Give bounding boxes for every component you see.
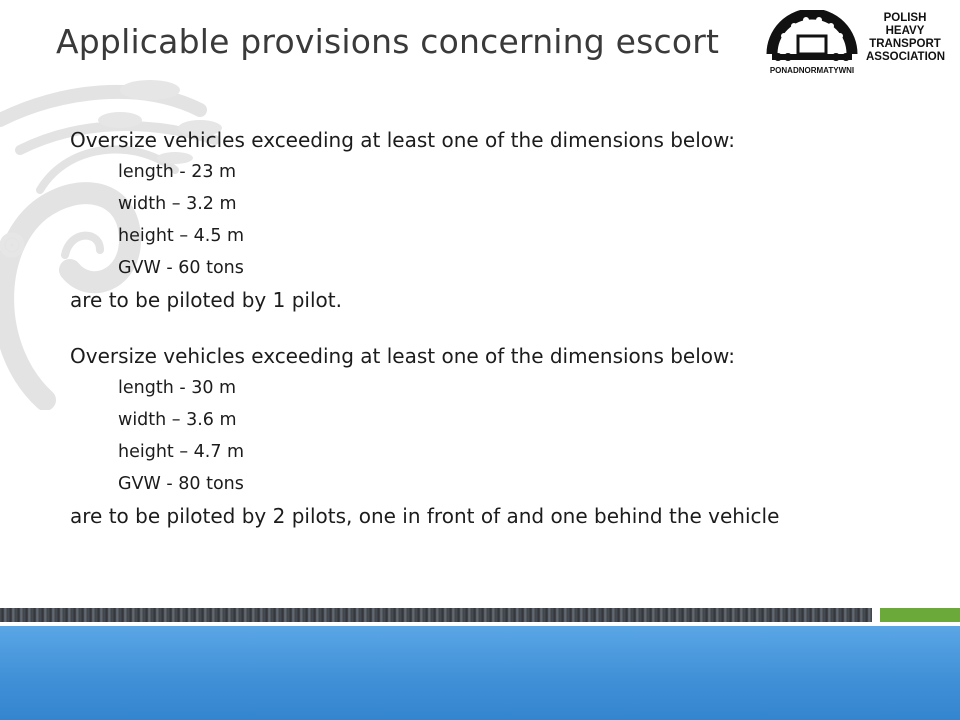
dimension-item: GVW - 60 tons [118,258,244,278]
dimension-item: height – 4.5 m [118,226,245,246]
section-conclusion: are to be piloted by 1 pilot. [70,288,342,312]
dimension-item: width – 3.6 m [118,410,237,430]
slide-title: Applicable provisions concerning escort [56,22,720,61]
provision-section-1 [70,124,950,316]
section-lead: Oversize vehicles exceeding at least one of the dimensions below: [70,344,736,368]
association-name [866,12,944,64]
logo-line-3: TRANSPORT [869,38,941,50]
dimension-item: length - 23 m [118,162,237,182]
footer-divider-dark [0,608,872,622]
badge-text: PONADNORMATYWNI [769,66,855,75]
slide-body [70,124,950,532]
dimension-item: height – 4.7 m [118,442,245,462]
polish-heavy-transport-badge-icon [764,10,860,76]
dimension-item: GVW - 80 tons [118,474,244,494]
logo-line-1: POLISH [883,12,927,24]
section-lead: Oversize vehicles exceeding at least one of the dimensions below: [70,128,736,152]
footer-panel [0,626,960,720]
logo-line-2: HEAVY [885,25,925,37]
section-conclusion: are to be piloted by 2 pilots, one in front of and one behind the vehicle [70,504,780,528]
footer-divider-accent [880,608,960,622]
logo-line-4: ASSOCIATION [866,51,946,63]
dimension-item: width – 3.2 m [118,194,237,214]
dimension-item: length - 30 m [118,378,237,398]
association-logo [764,10,944,76]
provision-section-2 [70,340,950,532]
